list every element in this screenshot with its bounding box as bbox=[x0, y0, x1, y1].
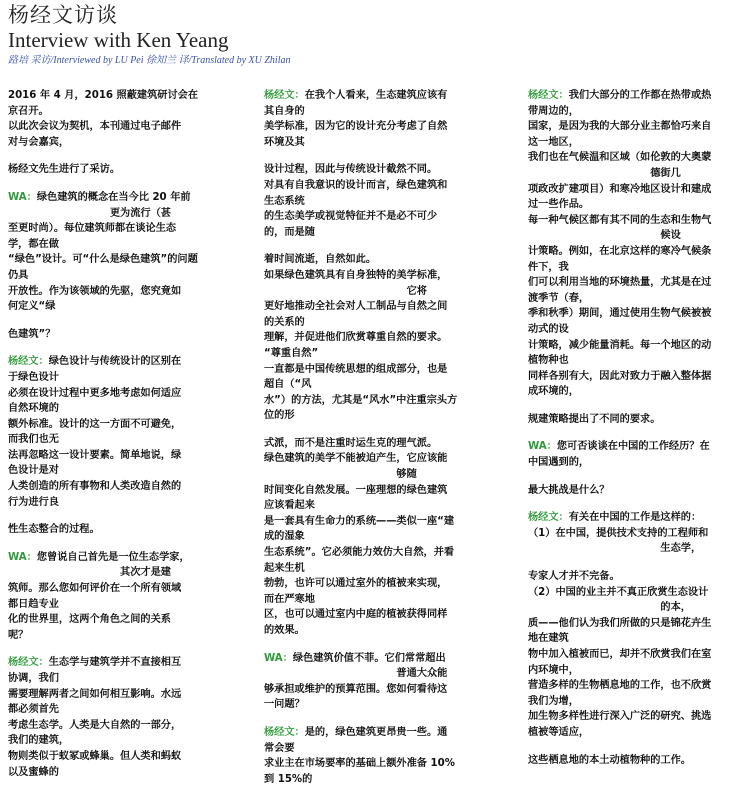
paragraph-gap bbox=[528, 503, 746, 510]
paragraph-text: 式派，而不是注重时运生克的理气派。 绿色建筑的美学不能被迫产生，它应该能 够随 时间变化自然发展。一座理想的绿色建筑 应该看起来 是一套具有生命力的系统——类似一座“建 成的湿象 生态系统”。它必须能力效仿大自然，并看 起来生机 勃勃，也许可以通过室外的植被来实现， 而在严寒地 区，也可以通过室内中庭的植被获得同样 的效果。 bbox=[264, 437, 455, 636]
paragraph-text: 您曾说自己首先是一位生态学家， 其次才是建 筑师。那么您如何评价在一个所有领域 都日趋专业 化的世界里，这两个角色之间的关系 呢？ bbox=[8, 551, 190, 641]
paragraph-gap bbox=[264, 155, 496, 162]
paragraph-gap bbox=[264, 718, 496, 725]
paragraph-gap bbox=[264, 792, 496, 799]
paragraph-gap bbox=[528, 432, 746, 439]
paragraph bbox=[264, 88, 496, 150]
paragraph-text: 杨经文先生进行了采访。 bbox=[8, 164, 121, 176]
paragraph bbox=[264, 162, 496, 240]
paragraph bbox=[528, 483, 746, 499]
title-english: Interview with Ken Yeang bbox=[8, 28, 229, 52]
speaker-label: 杨经文： bbox=[528, 90, 569, 101]
paragraph-gap bbox=[528, 405, 746, 412]
paragraph bbox=[8, 522, 244, 538]
paragraph-gap bbox=[8, 543, 244, 550]
paragraph bbox=[264, 725, 496, 787]
paragraph bbox=[528, 412, 746, 428]
paragraph-text: 绿色设计与传统设计的区别在 于绿色设计 必须在设计过程中更多地考虑如何适应 自然环境的 额外标准。设计的这一方面不可避免， 而我们也无 法再忽略这一设计要素。简单地说，绿 色设计是对 人类创造的所有事物和人类改造自然的 行为进行良 bbox=[8, 356, 182, 508]
article-body bbox=[8, 88, 748, 785]
paragraph bbox=[528, 510, 746, 557]
paragraph-text: 绿色建筑价值不菲。它们常常超出 普通大众能 够承担或维护的预算范围。您如何看待这 一问题？ bbox=[264, 652, 448, 711]
speaker-label: 杨经文： bbox=[264, 726, 305, 738]
paragraph bbox=[264, 252, 496, 424]
speaker-label: WA： bbox=[528, 441, 557, 453]
paragraph-text: 是的，绿色建筑更昂贵一些。通 常会要 求业主在市场要率的基础上额外准备 10% 到 15%的 bbox=[264, 726, 455, 785]
paragraph-text: 设计过程，因此与传统设计截然不同。 对具有自我意识的设计而言，绿色建筑和 生态系统 的生态美学或视觉特征并不是必不可少 的，而是随 bbox=[264, 164, 448, 238]
paragraph bbox=[8, 190, 244, 315]
paragraph bbox=[8, 162, 244, 178]
paragraph bbox=[8, 655, 244, 780]
paragraph-text: 您可否谈谈在中国的工作经历？在 中国遇到的， bbox=[528, 441, 710, 469]
paragraph-text: 2016 年 4 月，2016 照蔽建筑研讨会在 京召开。 以此次会议为契机，本刊通过电子邮件 对与会嘉宾， bbox=[8, 90, 199, 148]
paragraph-text: 着时间流逝，自然如此。 如果绿色建筑具有自身独特的美学标准， 它将 更好地推动全社会对人工制品与自然之间 的关系的 理解，并促进他们欣赏尊重自然的要求。 “尊重自然” 一直都是中国传统思想的组成部分，也是 超自（“风 水”）的方法，尤其是“风水”中注重宗头方 位的形 bbox=[264, 254, 458, 422]
paragraph-text: 生态学与建筑学并不直接相互 协调，我们 需要理解两者之间如何相互影响。水远 都必须首先 考虑生态学。人类是大自然的一部分， 我们的建筑， 物则类似于蚁冢或蜂巢。但人类和蚂蚁 以及蜜蜂的 bbox=[8, 657, 182, 778]
paragraph bbox=[528, 753, 746, 769]
paragraph-gap bbox=[264, 644, 496, 651]
credits-line: 路培 采访/Interviewed by LU Pei 徐知兰 译/Translated by XU Zhilan bbox=[8, 55, 291, 66]
paragraph-gap bbox=[8, 785, 244, 792]
paragraph-text: 性生态整合的过程。 bbox=[8, 524, 100, 536]
paragraph-text: 色建筑”？ bbox=[8, 328, 56, 340]
article-header bbox=[8, 2, 748, 68]
speaker-label: WA： bbox=[264, 652, 293, 664]
speaker-label: 杨经文： bbox=[264, 90, 305, 101]
paragraph-gap bbox=[8, 515, 244, 522]
paragraph-gap bbox=[528, 746, 746, 753]
paragraph bbox=[8, 550, 244, 644]
paragraph bbox=[8, 354, 244, 510]
paragraph-gap bbox=[528, 773, 746, 780]
paragraph-gap bbox=[528, 476, 746, 483]
paragraph-gap bbox=[8, 183, 244, 190]
paragraph bbox=[264, 651, 496, 713]
speaker-label: 杨经文： bbox=[8, 356, 49, 368]
paragraph-gap bbox=[264, 429, 496, 436]
column-3 bbox=[528, 88, 746, 766]
paragraph-gap bbox=[8, 648, 244, 655]
speaker-label: 杨经文： bbox=[8, 657, 49, 669]
speaker-label: WA： bbox=[8, 551, 37, 563]
paragraph bbox=[528, 439, 746, 470]
speaker-label: 杨经文： bbox=[528, 512, 569, 524]
paragraph bbox=[8, 327, 244, 343]
paragraph-text: 有关在中国的工作是这样的： （1）在中国，提供技术支持的工程师和 生态学， bbox=[528, 512, 709, 555]
paragraph-text: 绿色建筑的概念在当今比 20 年前 更为流行（甚 至更时尚）。每位建筑师都在谈论生态 学，都在做 “绿色”设计。可“什么是绿色建筑”的问题 仍具 开放性。作为该领域的先驱，您究竟如 何定义“绿 bbox=[8, 191, 198, 313]
column-2 bbox=[264, 88, 496, 785]
title-chinese: 杨经文访谈 bbox=[8, 3, 118, 27]
paragraph-text: 我们大部分的工作都在热带或热 带周边的， 国家，是因为我的大部分业主都恰巧来自 这一地区， 我们也在气候温和区域（如伦敦的大奥蒙 德街几 项政改扩建项目）和寒冷地区设计和建成 过一些作品。 每一种气候区都有其不同的生态和生物气 候设 计策略。例如，在北京这样的寒冷气候条 件下，我 们可以利用当地的环境热量，尤其是在过 渡季节（春， 季和秋季）期间，通过使用生物气候被被 动式的设 计策略，减少能量消耗。每一个地区的动 植物种也 同样各别有大，因此对致力于融入整体据 成环境的， bbox=[528, 90, 712, 398]
paragraph-text: 在我个人看来，生态建筑应该有 其自身的 美学标准，因为它的设计充分考虑了自然 环境及其 bbox=[264, 90, 448, 148]
paragraph-gap bbox=[528, 562, 746, 569]
speaker-label: WA： bbox=[8, 191, 37, 203]
paragraph-text: 最大挑战是什么？ bbox=[528, 484, 610, 496]
paragraph bbox=[528, 88, 746, 400]
paragraph-gap bbox=[8, 320, 244, 327]
paragraph-gap bbox=[264, 245, 496, 252]
paragraph bbox=[8, 88, 244, 150]
paragraph-gap bbox=[8, 155, 244, 162]
column-1 bbox=[8, 88, 244, 778]
paragraph-gap bbox=[8, 347, 244, 354]
paragraph-text: 专家人才并不完备。 （2）中国的业主并不真正欣赏生态设计 的本， 质——他们认为我们所做的只是锦花卉生 地在建筑 物中加入植被而已，却并不欣赏我们在室 内环境中， 营造多样的生物栖息地的工作，也不欣赏 我们为增， 加生物多样性进行深入广泛的研究、挑选 植被等适应， bbox=[528, 571, 712, 738]
paragraph-text: 规建策略提出了不同的要求。 bbox=[528, 413, 661, 425]
paragraph bbox=[264, 436, 496, 639]
paragraph-text: 这些栖息地的本土动植物种的工作。 bbox=[528, 754, 691, 766]
paragraph bbox=[528, 569, 746, 741]
